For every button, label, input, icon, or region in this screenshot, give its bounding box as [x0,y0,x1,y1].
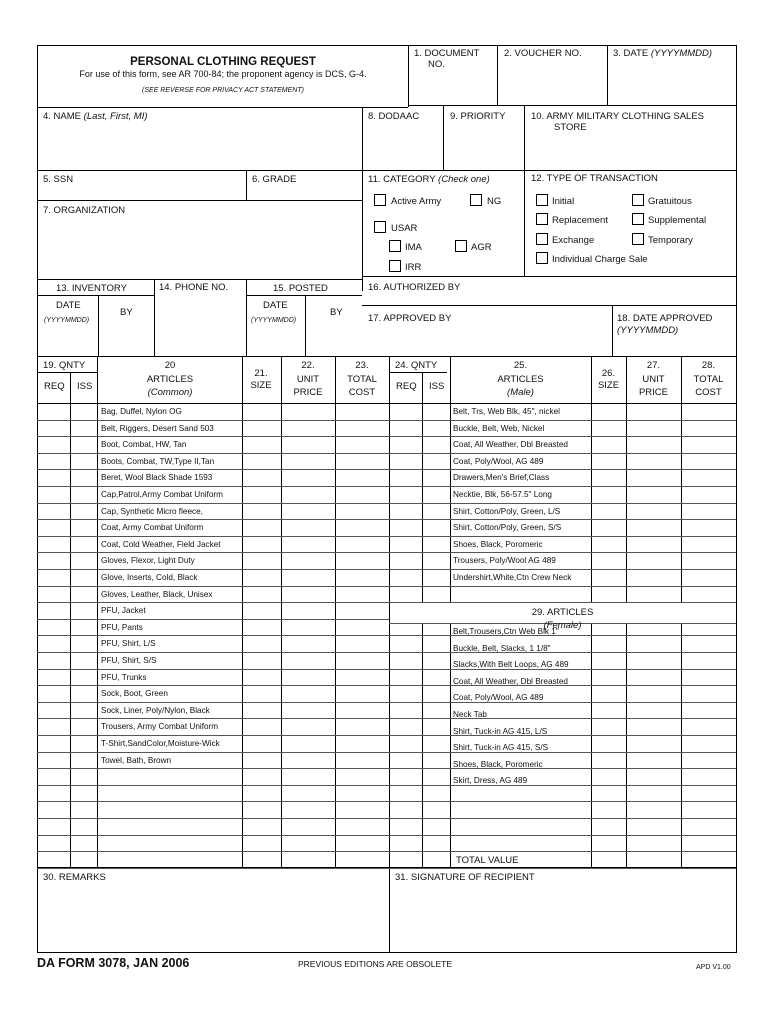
grid-line [37,436,389,437]
female-article-item: Slacks,With Belt Loops, AG 489 [453,660,569,670]
grid-line [389,469,736,470]
col-23-number: 23. [355,360,369,371]
field-3-label: 3. DATE (YYYYMMDD) [613,48,713,59]
name-input[interactable] [38,123,361,169]
col-27-header-2: PRICE [638,387,669,398]
replacement-checkbox[interactable] [536,213,548,225]
signature-input[interactable] [390,885,735,951]
common-article-item: Boots, Combat, TW,Type II,Tan [101,456,215,466]
grid-line [37,818,389,819]
field-1-label-no: NO. [428,59,445,70]
col-25-header: ARTICLES [497,374,544,385]
grid-line [37,669,389,670]
female-article-item: Coat, All Weather, Dbl Breasted [453,676,568,686]
grid-line [37,486,389,487]
exchange-label: Exchange [552,235,595,246]
col-req-header: REQ [44,381,65,392]
col-iss-header-2: ISS [429,381,445,392]
field-6-label: 6. GRADE [252,174,297,185]
col-28-header: TOTAL [693,374,724,385]
remarks-input[interactable] [38,885,388,951]
grid-line [37,469,389,470]
grid-line [389,768,736,769]
female-article-item: Buckle, Belt, Slacks, 1 1/8" [453,643,551,653]
approved-by-input[interactable] [363,326,611,355]
ssn-input[interactable] [38,186,245,199]
grid-line [389,785,736,786]
field-18-format: (YYYYMMDD) [617,325,679,336]
col-23-header-2: COST [348,387,376,398]
grid-line [389,503,736,504]
phone-no-input[interactable] [155,295,245,355]
col-28-header-2: COST [695,387,722,398]
privacy-note: (SEE REVERSE FOR PRIVACY ACT STATEMENT) [142,87,304,94]
col-26-header: SIZE [597,380,620,391]
date-approved-input[interactable] [613,338,735,355]
grid-line [389,420,736,421]
common-article-item: Bag, Duffel, Nylon OG [101,407,182,416]
grid-line [37,635,389,636]
col-20-header: ARTICLES [146,374,194,385]
grid-line [37,453,389,454]
grid-line [389,652,736,653]
dodaac-input[interactable] [363,123,442,169]
grid-line [591,623,592,868]
grid-line [37,702,389,703]
grid-line [37,851,389,852]
field-31-label: 31. SIGNATURE OF RECIPIENT [395,872,535,883]
common-article-item: Belt, Riggers, Desert Sand 503 [101,423,214,433]
supplemental-checkbox[interactable] [632,213,644,225]
grid-line [37,552,389,553]
col-21-number: 21. [254,368,268,379]
male-article-item: Buckle, Belt, Web, Nickel [453,423,545,433]
grid-line [37,586,389,587]
female-article-item: Shirt, Tuck-in AG 415, L/S [453,726,548,736]
col-20-number: 20 [164,360,176,371]
grid-line [37,718,389,719]
field-13-label: 13. INVENTORY [56,283,127,294]
field-4-label: 4. NAME (Last, First, MI) [43,111,148,122]
col-29-header: 29. ARTICLES [531,607,594,618]
agr-label: AGR [471,242,492,253]
common-article-item: Trousers, Army Combat Uniform [101,722,219,732]
total-value-label: TOTAL VALUE [456,855,519,866]
grid-line [389,602,736,603]
female-article-item: Shoes, Black, Poromeric [453,759,543,769]
common-article-item: Coat, Army Combat Uniform [101,523,204,533]
ng-checkbox[interactable] [470,194,482,206]
grid-line [37,569,389,570]
field-30-label: 30. REMARKS [43,872,106,883]
field-2-label: 2. VOUCHER NO. [504,48,582,59]
common-article-item: Sock, Liner, Poly/Nylon, Black [101,705,210,715]
male-article-item: Drawers,Men's Brief,Class [453,473,550,483]
common-article-item: Cap, Synthetic Micro fleece, [101,506,203,516]
grid-line [389,818,736,819]
col-27-number: 27. [646,360,661,371]
male-article-item: Undershirt,White,Ctn Crew Neck [453,573,572,582]
field-11-label: 11. CATEGORY (Check one) [368,174,490,185]
voucher-no-input[interactable] [498,60,606,104]
male-article-item: Necktie, Blk, 56-57.5" Long [453,490,552,499]
active-army-label: Active Army [391,196,442,207]
col-28-number: 28. [701,360,716,371]
initial-label: Initial [552,196,575,207]
date-input[interactable] [608,60,735,104]
col-req-header-2: REQ [396,381,417,392]
inventory-date-format: (YYYYMMDD) [44,317,90,324]
common-article-item: Glove, Inserts, Cold, Black [101,573,198,582]
field-16-label: 16. AUTHORIZED BY [368,282,461,293]
irr-checkbox[interactable] [389,260,401,272]
common-article-item: PFU, Shirt, S/S [101,656,157,665]
common-article-item: PFU, Trunks [101,672,147,682]
female-article-item: Shirt, Tuck-in AG 415, S/S [453,743,549,753]
grid-line [389,835,736,836]
male-article-item: Coat, Poly/Wool, AG 489 [453,456,544,466]
grid-line [389,702,736,703]
clothing-store-input[interactable] [525,134,735,169]
field-5-label: 5. SSN [43,174,74,185]
common-article-item: PFU, Jacket [101,606,146,616]
col-19-header: 19. QNTY [43,360,86,371]
obsolete-notice: PREVIOUS EDITIONS ARE OBSOLETE [298,959,452,969]
col-26-number: 26. [601,368,616,379]
common-article-item: Coat, Cold Weather, Field Jacket [101,539,221,549]
total-value-input[interactable] [682,853,736,866]
grid-line [389,718,736,719]
col-29-sub: (Female) [543,620,582,631]
gratuitous-label: Gratuitous [648,196,692,207]
field-10-label-store: STORE [554,122,587,133]
male-article-item: Shoes, Black, Poromeric [453,539,543,549]
grid-line [389,801,736,802]
male-article-item: Belt, Trs, Web Blk, 45", nickel [453,407,560,416]
grid-line [389,536,736,537]
usar-checkbox[interactable] [374,221,386,233]
col-25-number: 25. [513,360,528,371]
posted-date-input[interactable] [247,326,304,355]
grid-line [37,868,389,869]
field-7-label: 7. ORGANIZATION [43,205,126,216]
grid-line [389,356,390,403]
grid-line [389,851,736,852]
grid-line [37,519,389,520]
irr-label: IRR [405,262,422,273]
grid-line [389,586,736,587]
grid-line [389,519,736,520]
field-12-label: 12. TYPE OF TRANSACTION [531,173,658,184]
field-9-label: 9. PRIORITY [450,111,506,122]
grid-line [389,453,736,454]
grid-line [37,536,389,537]
male-article-item: Shirt, Cotton/Poly, Green, L/S [453,506,561,516]
exchange-checkbox[interactable] [536,233,548,245]
grid-line [37,835,389,836]
common-article-item: Beret, Wool Black Shade 1593 [101,473,213,483]
document-no-input[interactable] [409,72,496,104]
priority-input[interactable] [444,123,523,169]
form-title: PERSONAL CLOTHING REQUEST [130,56,316,68]
inventory-by-input[interactable] [99,318,153,355]
grid-line [37,602,389,603]
active-army-checkbox[interactable] [374,194,386,206]
col-23-header: TOTAL [347,374,377,385]
grade-input[interactable] [247,186,361,199]
col-22-number: 22. [301,360,315,371]
temporary-checkbox[interactable] [632,233,644,245]
individual-charge-sale-checkbox[interactable] [536,252,548,264]
gratuitous-checkbox[interactable] [632,194,644,206]
inventory-date-input[interactable] [38,326,97,355]
female-article-item: Belt,Trousers,Ctn Web Blk 1" [453,626,559,636]
female-article-item: Neck Tab [453,709,487,719]
grid-line [626,623,627,868]
common-article-item: Gloves, Flexor, Light Duty [101,556,195,566]
grid-line [37,503,389,504]
individual-charge-sale-label: Individual Charge Sale [552,254,648,265]
grid-line [70,372,71,403]
grid-line [37,735,389,736]
grid-line [389,436,736,437]
grid-line [389,868,736,869]
common-article-item: Sock, Boot, Green [101,689,168,699]
ima-checkbox[interactable] [389,240,401,252]
common-article-item: PFU, Pants [101,622,143,632]
supplemental-label: Supplemental [648,215,707,226]
posted-by-label: BY [330,307,343,318]
common-article-item: Towel, Bath, Brown [101,755,172,765]
field-14-label: 14. PHONE NO. [159,282,229,293]
male-article-item: Shirt, Cotton/Poly, Green, S/S [453,523,562,533]
col-iss-header: ISS [77,381,93,392]
grid-line [450,623,451,868]
grid-line [37,801,389,802]
common-article-item: PFU, Shirt, L/S [101,639,156,649]
inventory-by-label: BY [120,307,133,318]
grid-line [389,569,736,570]
form-subtitle: For use of this form, see AR 700-84; the proponent agency is DCS, G-4. [79,69,367,79]
grid-line [389,635,736,636]
field-8-label: 8. DODAAC [368,111,420,122]
ima-label: IMA [405,242,422,253]
grid-line [422,623,423,868]
col-22-header: UNIT [296,374,320,385]
col-27-header: UNIT [642,374,665,385]
inventory-date-label: DATE [56,300,81,311]
authorized-by-input[interactable] [363,293,735,304]
field-15-label: 15. POSTED [273,283,328,294]
female-article-item: Skirt, Dress, AG 489 [453,776,528,786]
grid-line [389,486,736,487]
replacement-label: Replacement [552,215,608,226]
grid-line [389,735,736,736]
grid-line [37,420,389,421]
temporary-label: Temporary [648,235,693,246]
field-10-label: 10. ARMY MILITARY CLOTHING SALES [531,111,704,122]
grid-line [422,372,423,403]
form-version: APD V1.00 [696,964,731,971]
grid-line [37,652,389,653]
male-article-item: Coat, All Weather, Dbl Breasted [453,440,568,450]
col-25-sub: (Male) [507,387,534,398]
common-article-item: Cap,Patrol,Army Combat Uniform [101,490,223,499]
field-18-label: 18. DATE APPROVED [617,313,713,324]
usar-label: USAR [391,223,418,234]
field-1-label: 1. DOCUMENT [414,48,480,59]
grid-line [37,685,389,686]
grid-line [681,623,682,868]
initial-checkbox[interactable] [536,194,548,206]
posted-by-input[interactable] [306,318,361,355]
grid-line [37,752,389,753]
grid-line [389,552,736,553]
grid-line [37,768,389,769]
grid-line [37,619,389,620]
field-17-label: 17. APPROVED BY [368,313,452,324]
ng-label: NG [487,196,502,207]
col-20-sub: (Common) [147,387,193,398]
form-id: DA FORM 3078, JAN 2006 [37,956,190,970]
male-article-item: Trousers, Poly/Wool AG 489 [453,556,556,566]
posted-date-format: (YYYYMMDD) [251,317,297,324]
common-article-item: Boot, Combat, HW, Tan [101,440,187,450]
agr-checkbox[interactable] [455,240,467,252]
common-article-item: T-Shirt,SandColor,Moisture-Wick [101,739,220,748]
posted-date-label: DATE [263,300,288,311]
common-article-item: Gloves, Leather, Black, Unisex [101,589,213,599]
col-22-header-2: PRICE [293,387,323,398]
female-article-item: Coat, Poly/Wool, AG 489 [453,693,544,703]
grid-line [37,785,389,786]
col-21-header: SIZE [250,380,272,391]
grid-line [389,752,736,753]
organization-input[interactable] [38,218,361,278]
col-24-header: 24. QNTY [395,360,438,371]
